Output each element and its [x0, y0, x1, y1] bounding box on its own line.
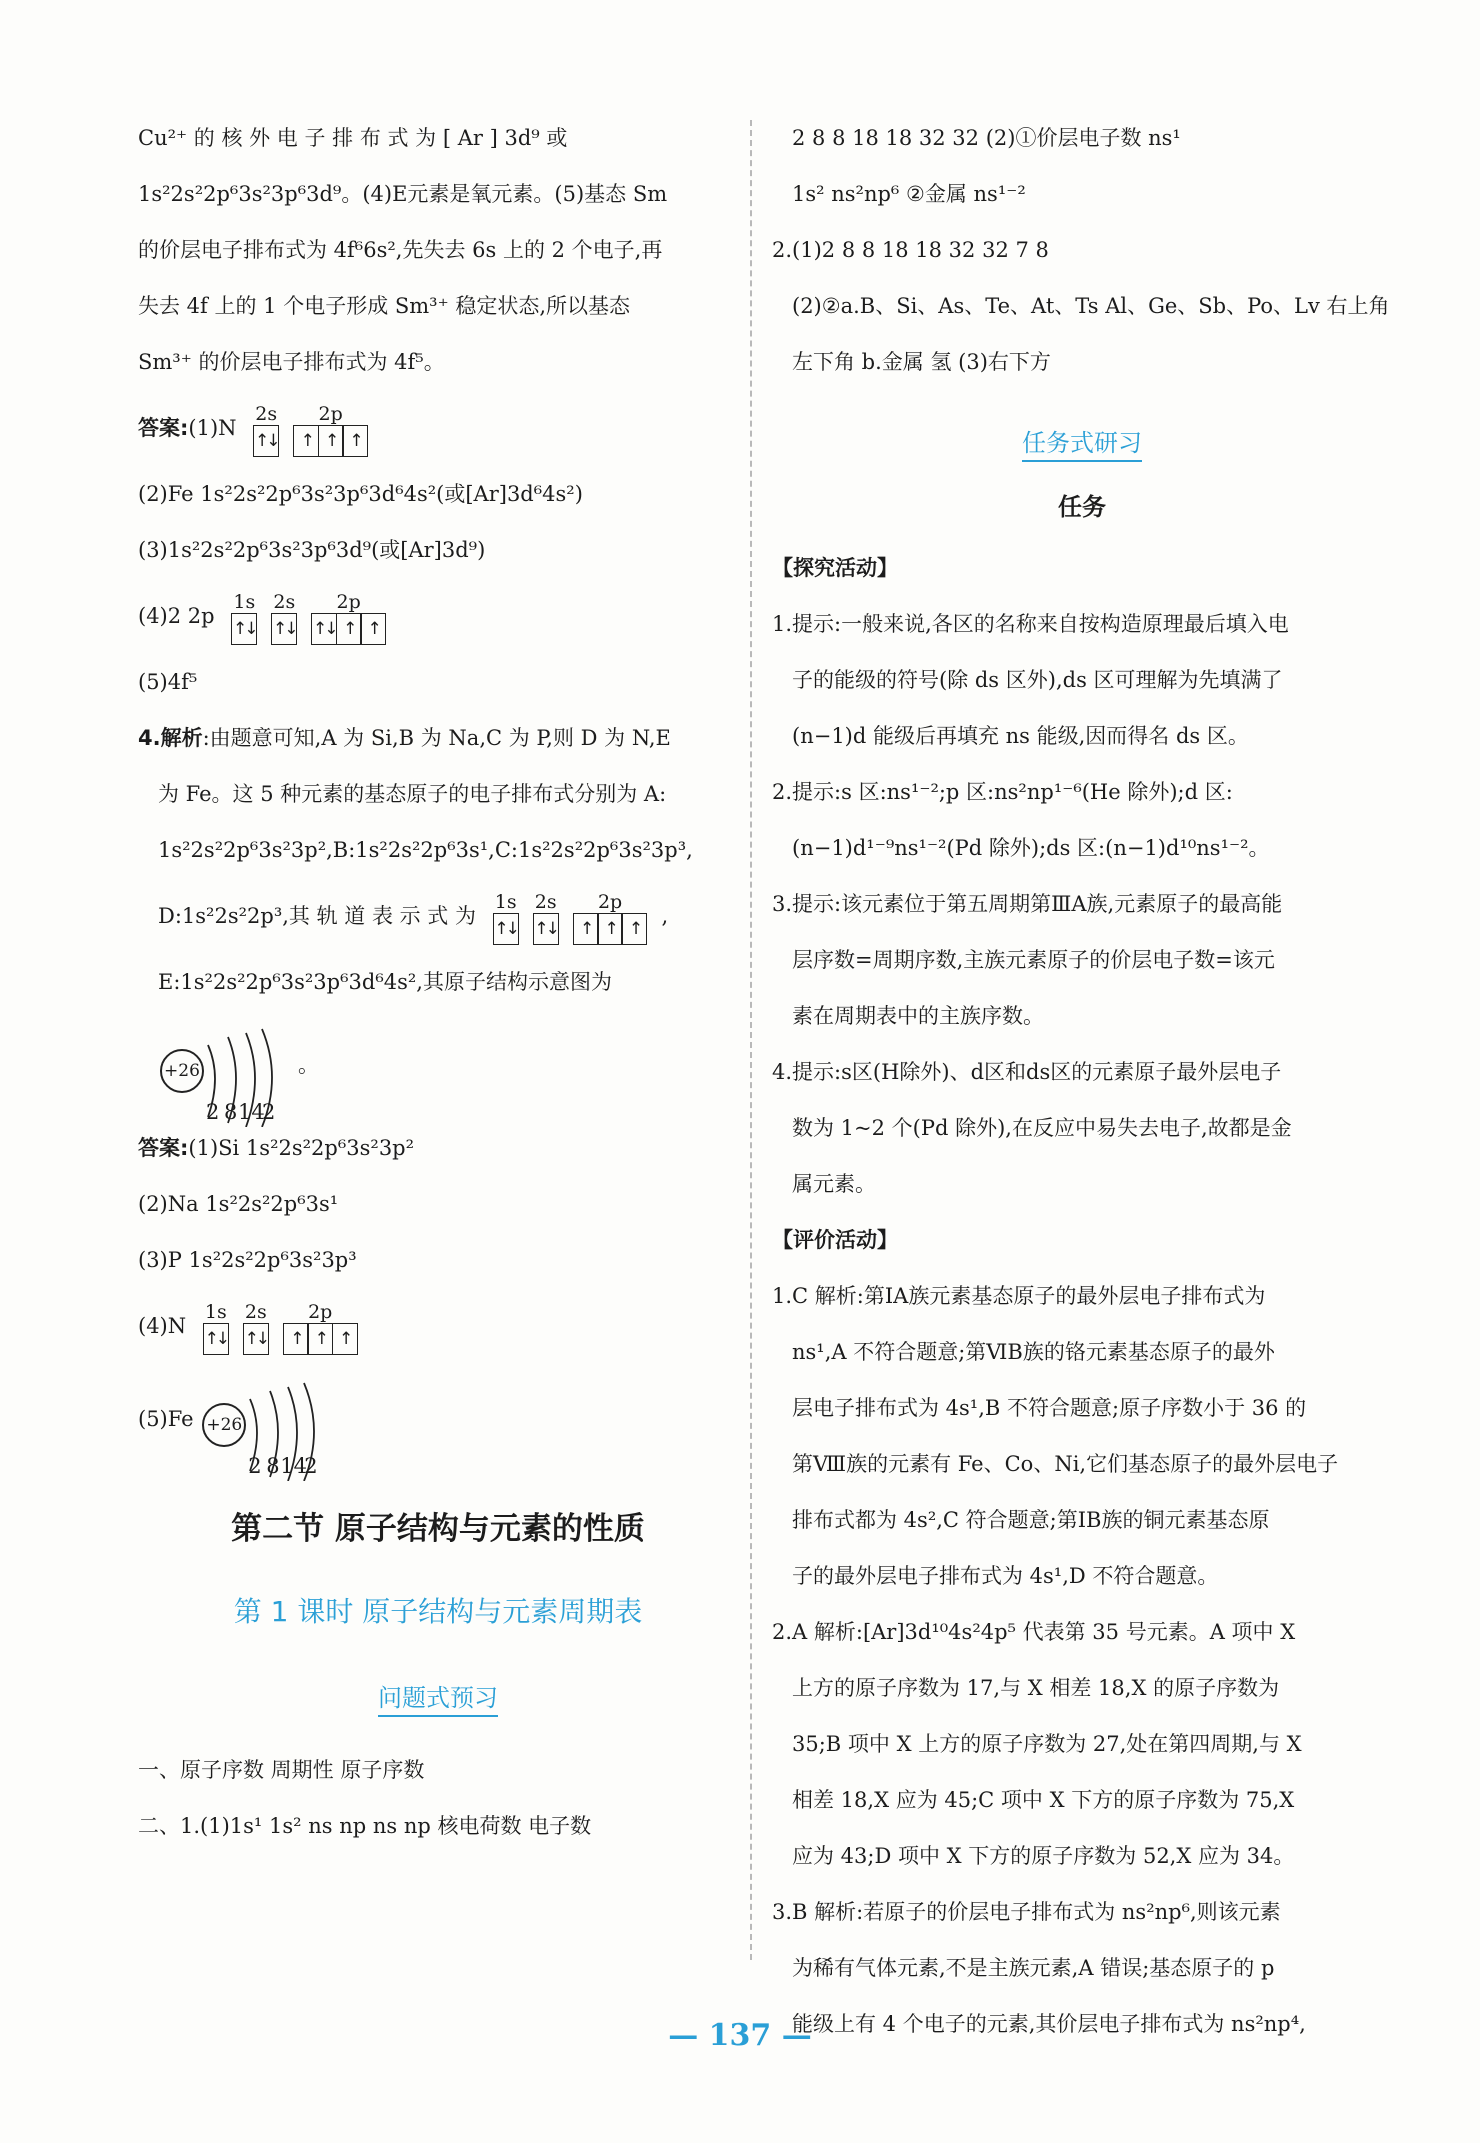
shell-count: 14 — [280, 1453, 308, 1478]
text-line: Sm³⁺ 的价层电子排布式为 4f⁵。 — [138, 350, 445, 374]
text-line: 一、原子序数 周期性 原子序数 — [138, 1758, 425, 1782]
text-line: 3.提示:该元素位于第五周期第ⅢA族,元素原子的最高能 — [772, 892, 1283, 916]
orbital-label: 1s — [494, 890, 517, 913]
shell-count: 8 — [224, 1099, 238, 1124]
text-line: (2)②a.B、Si、As、Te、At、Ts Al、Ge、Sb、Po、Lv 右上角 — [792, 294, 1390, 318]
text-line: 1s²2s²2p⁶3s²3p²,B:1s²2s²2p⁶3s¹,C:1s²2s²2p⁶3s²3p³, — [158, 838, 693, 862]
shell-count: 2 — [304, 1453, 318, 1478]
orbital-group-2s — [533, 891, 559, 945]
section-heading — [772, 412, 1392, 474]
orbital-box: ↑ — [318, 425, 344, 457]
orbital-label: 2p — [318, 402, 343, 425]
orbital-group-1s — [493, 891, 519, 945]
answer-4-line — [138, 1288, 738, 1364]
orbital-label: 1s — [233, 590, 256, 613]
subsection-title-text: 问题式预习 — [378, 1684, 498, 1717]
text-line: 为 Fe。这 5 种元素的基态原子的电子排布式分别为 A: — [158, 782, 667, 806]
text-line: Cu²⁺ 的 核 外 电 子 排 布 式 为 [ Ar ] 3d⁹ 或 — [138, 126, 568, 150]
answer-1-line — [138, 390, 738, 466]
text-line: 1s² ns²np⁶ ②金属 ns¹⁻² — [792, 182, 1026, 206]
text-line: 属元素。 — [792, 1172, 876, 1196]
right-column — [772, 110, 1392, 2052]
answer-text: (3)P 1s²2s²2p⁶3s²3p³ — [138, 1248, 357, 1272]
orbital-label: 1s — [204, 1300, 227, 1323]
analysis-label: 解析 — [160, 726, 203, 750]
orbital-box: ↑ — [336, 613, 362, 645]
orbital-box: ↑↓ — [493, 913, 519, 945]
activity-heading: 【评价活动】 — [772, 1228, 898, 1252]
orbital-group-2p — [283, 1301, 358, 1355]
answer-text: (5)4f⁵ — [138, 670, 198, 694]
orbital-box: ↑↓ — [253, 425, 279, 457]
orbital-label: 2s — [273, 590, 296, 613]
orbital-box: ↑↓ — [311, 613, 337, 645]
answer-text: (5)Fe — [138, 1407, 194, 1431]
answer-text: (1)Si 1s²2s²2p⁶3s²3p² — [188, 1136, 415, 1160]
orbital-group-2s — [253, 403, 279, 457]
atomic-structure-diagram — [158, 1027, 298, 1124]
text-line: 子的能级的符号(除 ds 区外),ds 区可理解为先填满了 — [792, 668, 1283, 692]
text-line: 第Ⅷ族的元素有 Fe、Co、Ni,它们基态原子的最外层电子 — [792, 1452, 1339, 1476]
task-heading: 任务 — [1058, 493, 1106, 521]
text-line: 1.提示:一般来说,各区的名称来自按构造原理最后填入电 — [772, 612, 1289, 636]
text-line: 素在周期表中的主族序数。 — [792, 1004, 1044, 1028]
text-line: 子的最外层电子排布式为 4s¹,D 不符合题意。 — [792, 1564, 1219, 1588]
activity-heading: 【探究活动】 — [772, 556, 898, 580]
text-line: 2 8 8 18 18 32 32 (2)①价层电子数 ns¹ — [792, 126, 1181, 150]
orbital-diagram — [253, 403, 382, 457]
orbital-box: ↑ — [332, 1323, 358, 1355]
punct: 。 — [298, 1053, 319, 1077]
orbital-label: 2p — [597, 890, 623, 913]
shell-count: 14 — [238, 1099, 265, 1124]
text: D:1s²2s²2p³,其 轨 道 表 示 式 为 — [158, 904, 476, 928]
text-line: 相差 18,X 应为 45;C 项中 X 下方的原子序数为 75,X — [792, 1788, 1295, 1812]
text-line: ns¹,A 不符合题意;第ⅥB族的铬元素基态原子的最外 — [792, 1340, 1275, 1364]
text-line: 2.(1)2 8 8 18 18 32 32 7 8 — [772, 238, 1049, 262]
text-line: 3.B 解析:若原子的价层电子排布式为 ns²np⁶,则该元素 — [772, 1900, 1281, 1924]
orbital-diagram — [231, 591, 400, 645]
shell-count: 2 — [248, 1453, 262, 1478]
orbital-label: 2s — [255, 402, 278, 425]
lesson-title: 第 1 课时 原子结构与元素周期表 — [233, 1595, 643, 1628]
answer-text: (4)2 2p — [138, 604, 215, 628]
d-orbital-line — [138, 878, 738, 954]
answer-text: (3)1s²2s²2p⁶3s²3p⁶3d⁹(或[Ar]3d⁹) — [138, 538, 486, 562]
text-line: 数为 1~2 个(Pd 除外),在反应中易失去电子,故都是金 — [792, 1116, 1292, 1140]
orbital-box: ↑↓ — [243, 1323, 269, 1355]
answer-text: (2)Na 1s²2s²2p⁶3s¹ — [138, 1192, 339, 1216]
left-column — [138, 110, 738, 1854]
text-line: 2.提示:s 区:ns¹⁻²;p 区:ns²np¹⁻⁶(He 除外);d 区: — [772, 780, 1233, 804]
orbital-diagram — [203, 1301, 372, 1355]
orbital-box: ↑↓ — [231, 613, 257, 645]
orbital-box: ↑ — [342, 425, 368, 457]
atomic-structure-diagram — [200, 1381, 340, 1478]
orbital-box: ↑↓ — [533, 913, 559, 945]
orbital-box: ↑ — [293, 425, 319, 457]
text-line: 能级上有 4 个电子的元素,其价层电子排布式为 ns²np⁴, — [792, 2012, 1306, 2036]
text-line: 上方的原子序数为 17,与 X 相差 18,X 的原子序数为 — [792, 1676, 1280, 1700]
orbital-box: ↑ — [283, 1323, 309, 1355]
answer-label: 答案: — [138, 1136, 189, 1160]
question-number: 4. — [138, 726, 161, 750]
text-line: E:1s²2s²2p⁶3s²3p⁶3d⁶4s²,其原子结构示意图为 — [158, 970, 612, 994]
orbital-box: ↑↓ — [271, 613, 297, 645]
text-line: 1s²2s²2p⁶3s²3p⁶3d⁹。(4)E元素是氧元素。(5)基态 Sm — [138, 182, 668, 206]
text-line: 应为 43;D 项中 X 下方的原子序数为 52,X 应为 34。 — [792, 1844, 1295, 1868]
text-line: 排布式都为 4s²,C 符合题意;第ⅠB族的铜元素基态原 — [792, 1508, 1270, 1532]
nucleus: +26 — [202, 1403, 246, 1447]
page-number-text: — 137 — — [668, 2018, 812, 2053]
text-line: 为稀有气体元素,不是主族元素,A 错误;基态原子的 p — [792, 1956, 1275, 1980]
atom-diagram-line — [138, 1010, 738, 1124]
answer-4-line — [138, 578, 738, 654]
answer-label: 答案: — [138, 416, 189, 440]
orbital-label: 2p — [308, 1300, 333, 1323]
shell-count: 2 — [262, 1099, 276, 1124]
orbital-group-1s — [231, 591, 257, 645]
answer-text: (1)N — [188, 416, 237, 440]
text-line: (n−1)d¹⁻⁹ns¹⁻²(Pd 除外);ds 区:(n−1)d¹⁰ns¹⁻²。 — [792, 836, 1270, 860]
text-line: 1.C 解析:第ⅠA族元素基态原子的最外层电子排布式为 — [772, 1284, 1266, 1308]
text-line: 失去 4f 上的 1 个电子形成 Sm³⁺ 稳定状态,所以基态 — [138, 294, 631, 318]
text-line: 二、1.(1)1s¹ 1s² ns np ns np 核电荷数 电子数 — [138, 1814, 592, 1838]
orbital-label: 2s — [244, 1300, 267, 1323]
punct: , — [661, 904, 669, 928]
orbital-box: ↑ — [621, 913, 647, 945]
orbital-group-2p — [573, 891, 648, 945]
question-4-line — [138, 710, 738, 766]
text-line: 4.提示:s区(H除外)、d区和ds区的元素原子最外层电子 — [772, 1060, 1282, 1084]
orbital-group-1s — [203, 1301, 229, 1355]
text-line: 层序数=周期序数,主族元素原子的价层电子数=该元 — [792, 948, 1275, 972]
orbital-group-2s — [243, 1301, 269, 1355]
nucleus: +26 — [160, 1049, 204, 1093]
orbital-box: ↑ — [307, 1323, 333, 1355]
subsection-title — [138, 1670, 738, 1726]
answer-text: (4)N — [138, 1314, 187, 1338]
orbital-diagram — [493, 891, 662, 945]
orbital-box: ↑ — [573, 913, 599, 945]
text: :由题意可知,A 为 Si,B 为 Na,C 为 P,则 D 为 N,E — [202, 726, 671, 750]
orbital-label: 2s — [534, 890, 557, 913]
orbital-box: ↑ — [360, 613, 386, 645]
section-heading-text: 任务式研习 — [1022, 429, 1142, 462]
page-number — [0, 2018, 1480, 2053]
text-line: 2.A 解析:[Ar]3d¹⁰4s²4p⁵ 代表第 35 号元素。A 项中 X — [772, 1620, 1296, 1644]
shell-count: 8 — [266, 1453, 280, 1478]
text-line: 35;B 项中 X 上方的原子序数为 27,处在第四周期,与 X — [792, 1732, 1302, 1756]
answer-5-line — [138, 1364, 738, 1478]
orbital-group-2s — [271, 591, 297, 645]
column-divider — [750, 120, 752, 1960]
text-line: 左下角 b.金属 氢 (3)右下方 — [792, 350, 1051, 374]
text-line: 层电子排布式为 4s¹,B 不符合题意;原子序数小于 36 的 — [792, 1396, 1307, 1420]
shell-count: 2 — [206, 1099, 220, 1124]
orbital-box: ↑↓ — [203, 1323, 229, 1355]
orbital-group-2p — [311, 591, 386, 645]
orbital-group-2p — [293, 403, 368, 457]
text-line: (n−1)d 能级后再填充 ns 能级,因而得名 ds 区。 — [792, 724, 1249, 748]
orbital-box: ↑ — [597, 913, 623, 945]
answer-text: (2)Fe 1s²2s²2p⁶3s²3p⁶3d⁶4s²(或[Ar]3d⁶4s²) — [138, 482, 583, 506]
orbital-label: 2p — [336, 590, 361, 613]
text-line: 的价层电子排布式为 4f⁶6s²,先失去 6s 上的 2 个电子,再 — [138, 238, 663, 262]
section-title: 第二节 原子结构与元素的性质 — [231, 1511, 645, 1547]
